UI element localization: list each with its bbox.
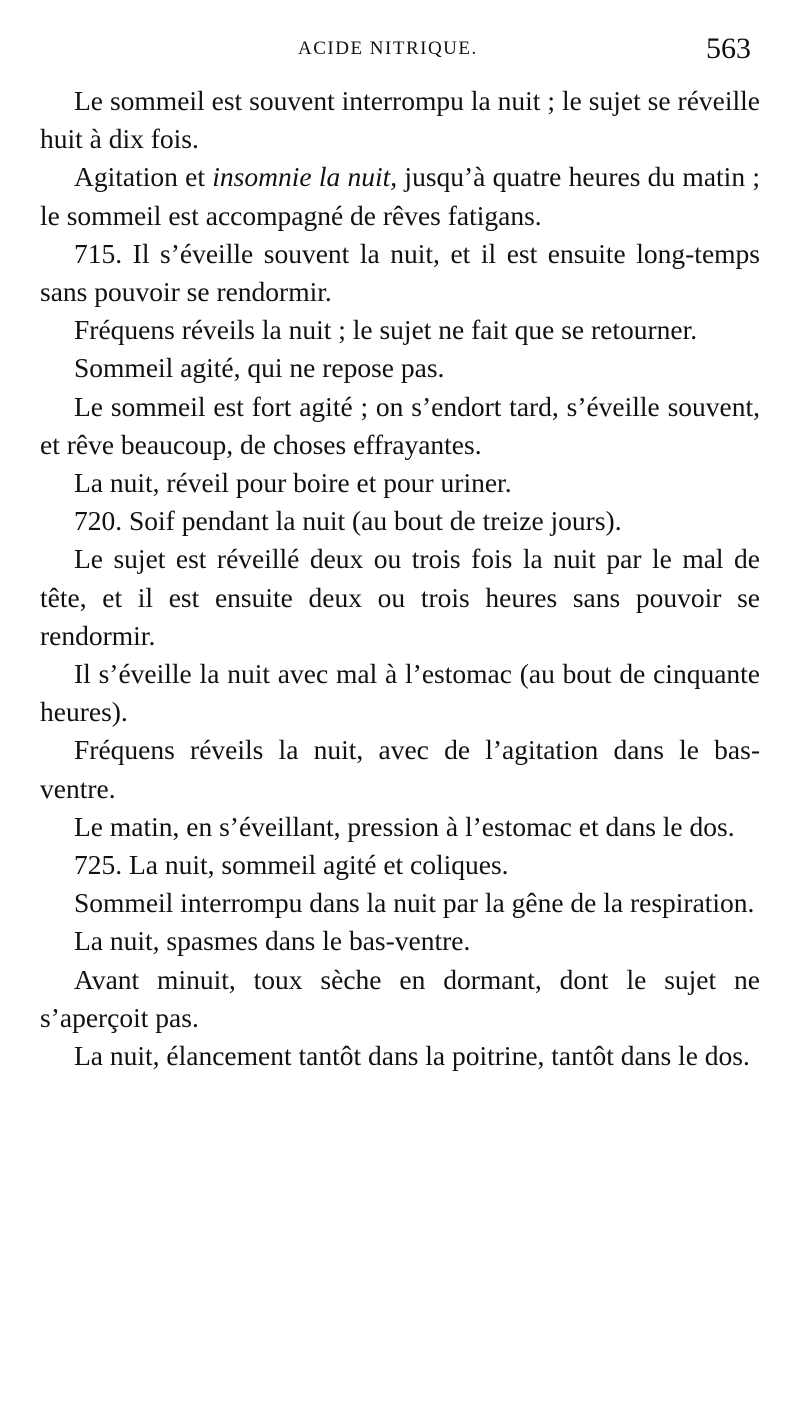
- paragraph: Le sujet est réveillé deux ou trois fois la nuit par le mal de tête, et il est ensuite deux ou trois heures sans pouvoir se rendormir.: [40, 543, 760, 651]
- paragraph: Fréquens réveils la nuit, avec de l’agitation dans le bas-ventre.: [40, 734, 760, 804]
- paragraph-text: jusqu’à quatre heures du matin ; le sommeil est accompagné de rêves fatigans.: [40, 161, 760, 231]
- paragraph: La nuit, réveil pour boire et pour uriner.: [74, 467, 512, 499]
- page-header: [0, 32, 800, 72]
- paragraph-text: Agitation et: [74, 161, 213, 193]
- paragraph: Sommeil agité, qui ne repose pas.: [74, 352, 445, 384]
- paragraph: Fréquens réveils la nuit ; le sujet ne fait que se retourner.: [74, 314, 698, 346]
- paragraph: La nuit, élancement tantôt dans la poitrine, tantôt dans le dos.: [74, 1040, 750, 1072]
- page-number: 563: [706, 32, 751, 65]
- paragraph: 720. Soif pendant la nuit (au bout de treize jours).: [74, 505, 622, 537]
- emphasized-text: insomnie la nuit,: [212, 161, 398, 193]
- paragraph: [40, 158, 760, 234]
- paragraph: Le matin, en s’éveillant, pression à l’estomac et dans le dos.: [74, 810, 735, 842]
- paragraph: Avant minuit, toux sèche en dormant, dont le sujet ne s’aperçoit pas.: [40, 963, 760, 1033]
- paragraph: Le sommeil est souvent interrompu la nuit ; le sujet se réveille huit à dix fois.: [40, 85, 760, 155]
- running-title: ACIDE NITRIQUE.: [298, 38, 478, 59]
- paragraph: 715. Il s’éveille souvent la nuit, et il est ensuite long-temps sans pouvoir se rendormir.: [40, 237, 760, 308]
- paragraph: Le sommeil est fort agité ; on s’endort tard, s’éveille souvent, et rêve beaucoup, de choses effrayantes.: [40, 390, 760, 460]
- page-body: [40, 82, 760, 1075]
- paragraph: La nuit, spasmes dans le bas-ventre.: [74, 925, 471, 957]
- paragraph: Sommeil interrompu dans la nuit par la gêne de la respiration.: [74, 887, 755, 919]
- paragraph: Il s’éveille la nuit avec mal à l’estomac (au bout de cinquante heures).: [40, 658, 760, 728]
- paragraph: 725. La nuit, sommeil agité et coliques.: [74, 849, 509, 881]
